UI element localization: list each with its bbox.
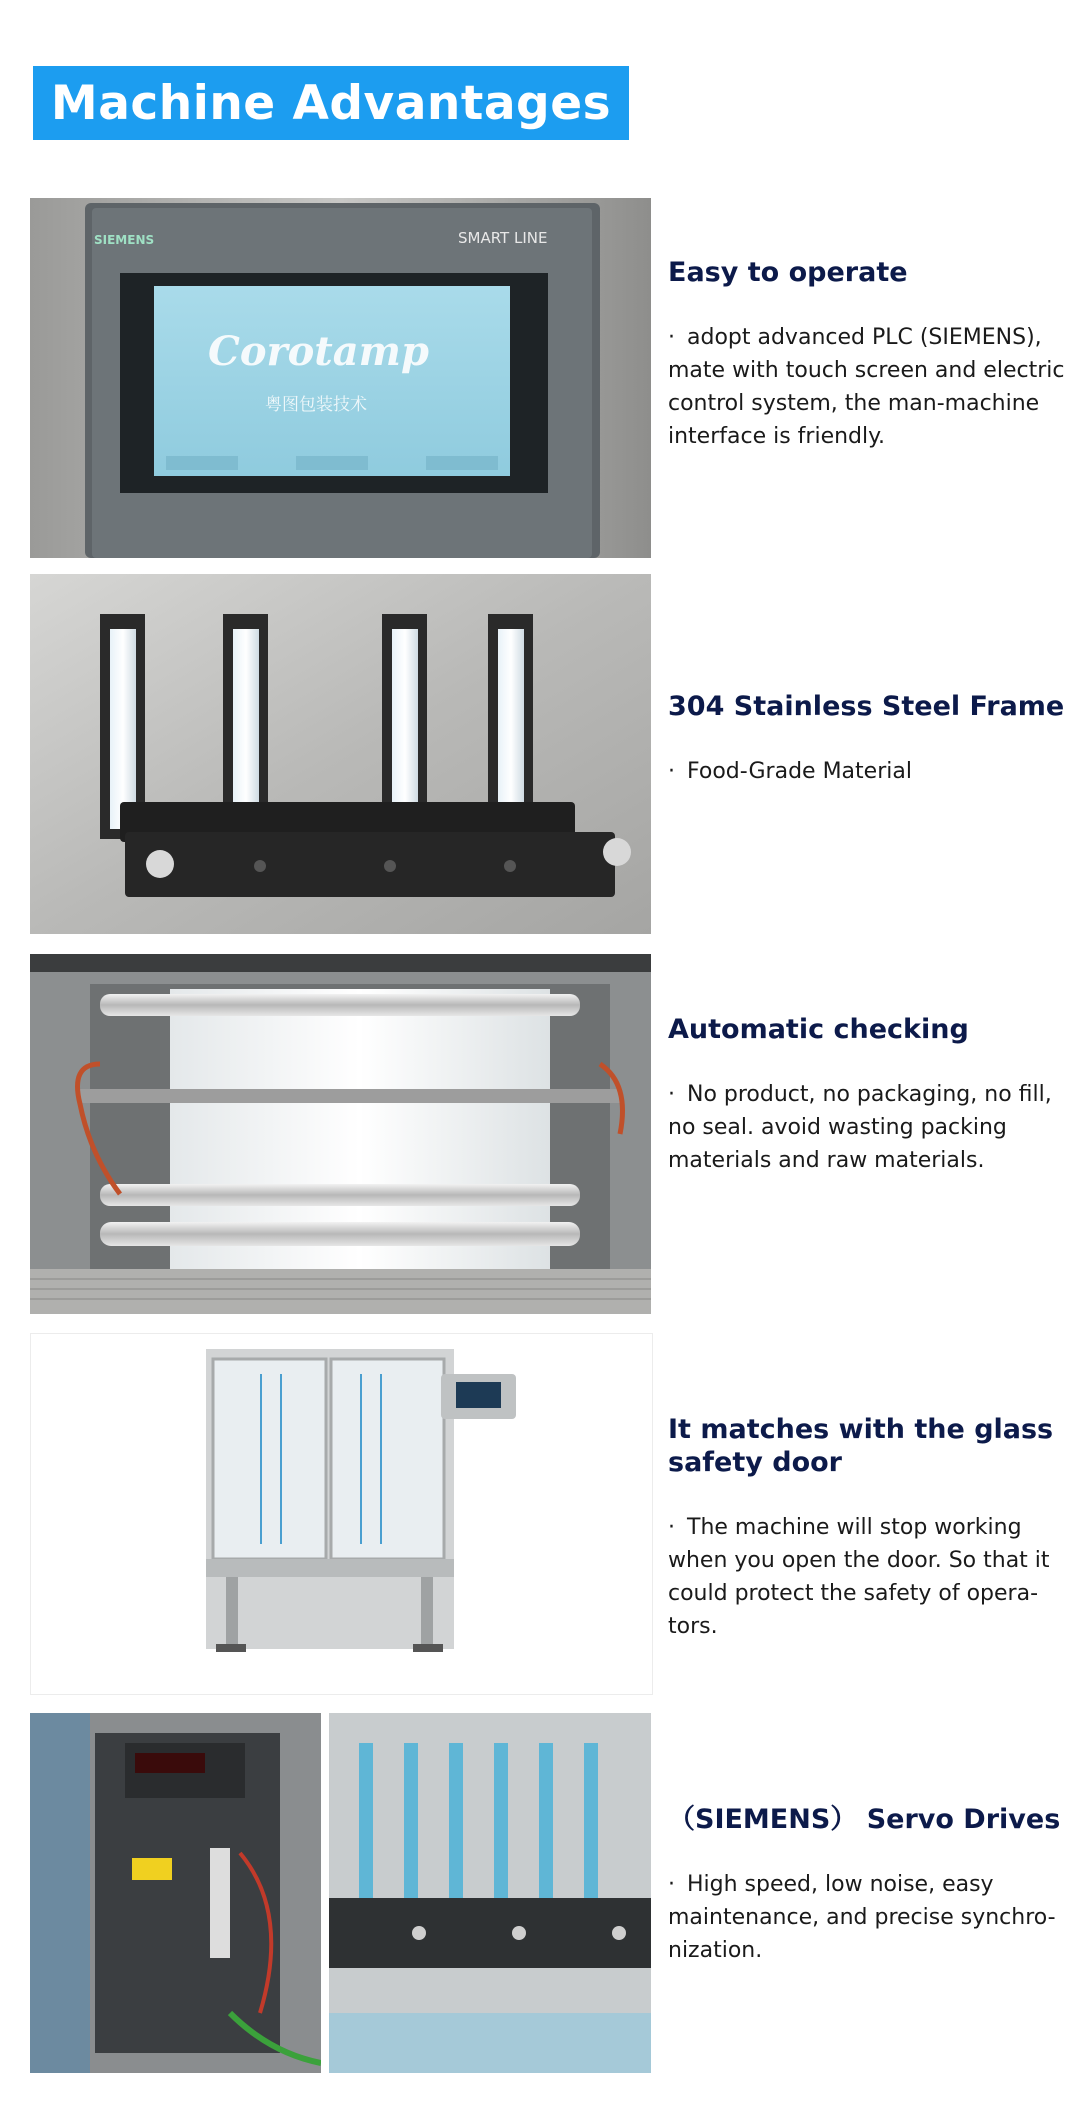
touch-screen-photo <box>30 198 651 558</box>
feature-desc-steel-frame <box>668 755 1073 788</box>
screen-model-label: SMART LINE <box>458 229 548 247</box>
screen-brand-label: SIEMENS <box>94 233 155 247</box>
screen-logo-text: Corotamp <box>208 328 429 375</box>
screen-subtitle-text: 粤图包装技术 <box>265 395 367 415</box>
feature-title-auto-checking: Automatic checking <box>668 1014 969 1045</box>
bullet-dot: · <box>668 1515 675 1540</box>
glass-door-machine-photo <box>30 1333 653 1695</box>
bullet-dot: · <box>668 1082 675 1107</box>
feature-desc-glass-door <box>668 1511 1073 1643</box>
feature-desc-text: adopt advanced PLC (SIEMENS), mate with touch screen and electric control system, the man-machine interface is friendly. <box>668 325 1065 449</box>
feature-desc-text: High speed, low noise, easy maintenance, and precise synchro-nization. <box>668 1872 1056 1963</box>
bullet-dot: · <box>668 759 675 784</box>
feature-desc-text: The machine will stop working when you open the door. So that it could protect the safety of opera-tors. <box>668 1515 1050 1639</box>
film-roller-photo <box>30 954 651 1314</box>
steel-frame-photo <box>30 574 651 934</box>
bullet-dot: · <box>668 1872 675 1897</box>
banner-title: Machine Advantages <box>50 75 612 131</box>
feature-desc-text: No product, no packaging, no fill, no seal. avoid wasting packing materials and raw materials. <box>668 1082 1052 1173</box>
feature-desc-servo-drives <box>668 1868 1073 1967</box>
feature-title-glass-door: It matches with the glass safety door <box>668 1414 1054 1478</box>
feature-title-easy-operate: Easy to operate <box>668 257 908 288</box>
feature-title-servo-drives: （SIEMENS） Servo Drives <box>668 1804 1061 1835</box>
servo-drive-photo <box>30 1713 321 2073</box>
servo-mechanism-photo <box>329 1713 651 2073</box>
bullet-dot: · <box>668 325 675 350</box>
feature-title-steel-frame: 304 Stainless Steel Frame <box>668 691 1065 722</box>
feature-desc-auto-checking <box>668 1078 1073 1177</box>
feature-desc-text: Food-Grade Material <box>687 759 912 784</box>
section-banner <box>33 66 629 140</box>
feature-desc-easy-operate <box>668 321 1073 453</box>
